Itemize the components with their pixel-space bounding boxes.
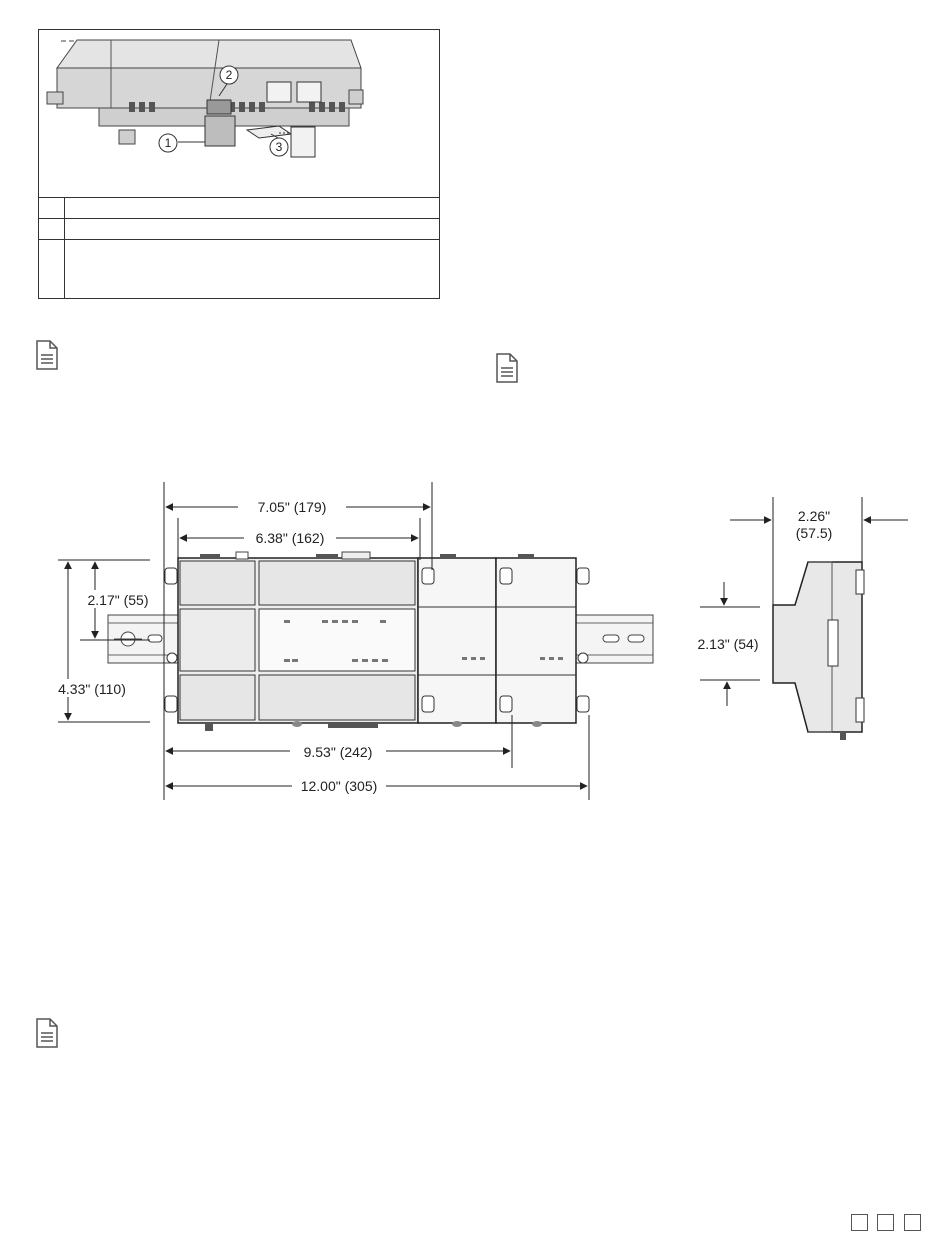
dim-4-33: 4.33" (110): [58, 681, 126, 697]
legend-row: [39, 197, 439, 219]
legend-number: [39, 240, 65, 298]
dim-2-26-in: 2.26": [797, 508, 831, 524]
dimension-drawing: [0, 470, 950, 810]
legend-row: [39, 219, 439, 240]
expansion-modules: [418, 554, 576, 727]
controller-side-view: [773, 562, 864, 740]
figure-sd-card: [38, 29, 440, 299]
dim-9-53: 9.53" (242): [303, 744, 373, 760]
legend-number: [39, 197, 65, 218]
callout-2: 2: [225, 68, 233, 82]
dim-2-13: 2.13" (54): [697, 636, 759, 652]
page-box[interactable]: [851, 1214, 868, 1231]
controller-front-view: [178, 552, 418, 731]
legend-row: [39, 240, 439, 298]
device-perspective-drawing: [39, 30, 439, 197]
dim-12-00: 12.00" (305): [300, 778, 378, 794]
dim-6-38: 6.38" (162): [255, 530, 325, 546]
legend-number: [39, 219, 65, 239]
dim-2-26-mm: (57.5): [795, 525, 833, 541]
callout-1: 1: [164, 136, 172, 150]
dim-7-05: 7.05" (179): [257, 499, 327, 515]
page-box[interactable]: [904, 1214, 921, 1231]
page-box[interactable]: [877, 1214, 894, 1231]
note-icon: [35, 1018, 59, 1048]
note-icon: [495, 353, 519, 383]
device-illustration: [39, 30, 439, 198]
callout-3: 3: [275, 140, 283, 154]
dim-2-17: 2.17" (55): [87, 592, 149, 608]
note-icon: [35, 340, 59, 370]
